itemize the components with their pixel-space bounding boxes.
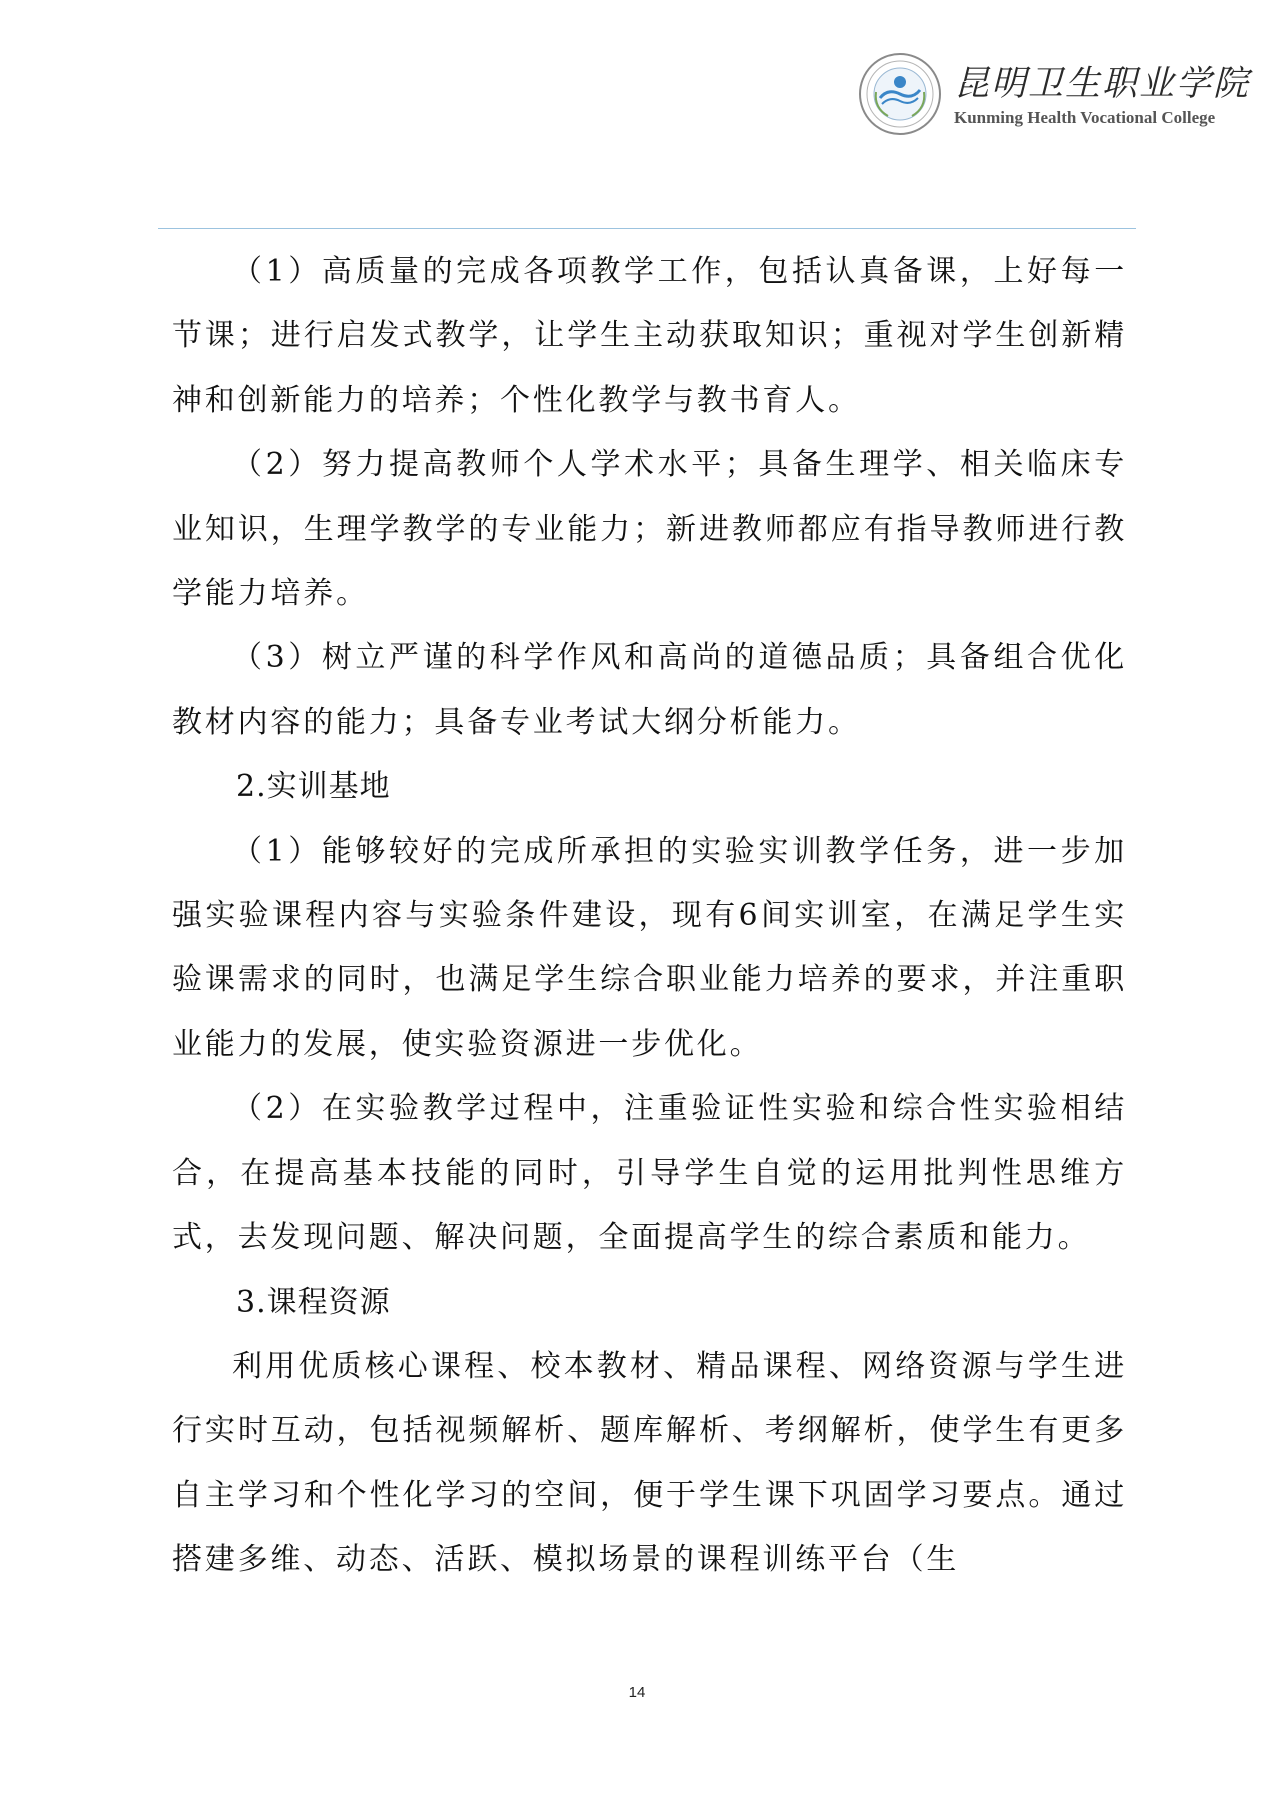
page-header	[858, 52, 1251, 138]
paragraph-training-base-2: （2）在实验教学过程中，注重验证性实验和综合性实验相结合，在提高基本技能的同时，引导学生自觉的运用批判性思维方式，去发现问题、解决问题，全面提高学生的综合素质和能力。	[172, 1091, 1127, 1256]
paragraph-teacher-duties-1: （1）高质量的完成各项教学工作，包括认真备课，上好每一节课；进行启发式教学，让学生主动获取知识；重视对学生创新精神和创新能力的培养；个性化教学与教书育人。	[172, 254, 1127, 418]
paragraph-training-base-1: （1）能够较好的完成所承担的实验实训教学任务，进一步加强实验课程内容与实验条件建设，现有6间实训室，在满足学生实验课需求的同时，也满足学生综合职业能力培养的要求，并注重职业能力的发展，使实验资源进一步优化。	[172, 833, 1127, 1062]
college-name-chinese: 昆明卫生职业学院	[954, 64, 1251, 104]
header-divider	[158, 228, 1136, 229]
section-heading-course-resources: 3.课程资源	[236, 1284, 391, 1320]
document-body	[172, 240, 1127, 1593]
college-name-english: Kunming Health Vocational College	[954, 108, 1216, 127]
college-seal-logo	[858, 52, 942, 136]
page-number: 14	[628, 1684, 646, 1701]
section-heading-training-base: 2.实训基地	[236, 769, 391, 805]
paragraph-teacher-duties-2: （2）努力提高教师个人学术水平；具备生理学、相关临床专业知识，生理学教学的专业能力；新进教师都应有指导教师进行教学能力培养。	[172, 447, 1127, 612]
paragraph-teacher-duties-3: （3）树立严谨的科学作风和高尚的道德品质；具备组合优化教材内容的能力；具备专业考试大纲分析能力。	[172, 640, 1127, 740]
paragraph-course-resources: 利用优质核心课程、校本教材、精品课程、网络资源与学生进行实时互动，包括视频解析、题库解析、考纲解析，使学生有更多自主学习和个性化学习的空间，便于学生课下巩固学习要点。通过搭建多维、动态、活跃、模拟场景的课程训练平台（生	[172, 1348, 1127, 1578]
